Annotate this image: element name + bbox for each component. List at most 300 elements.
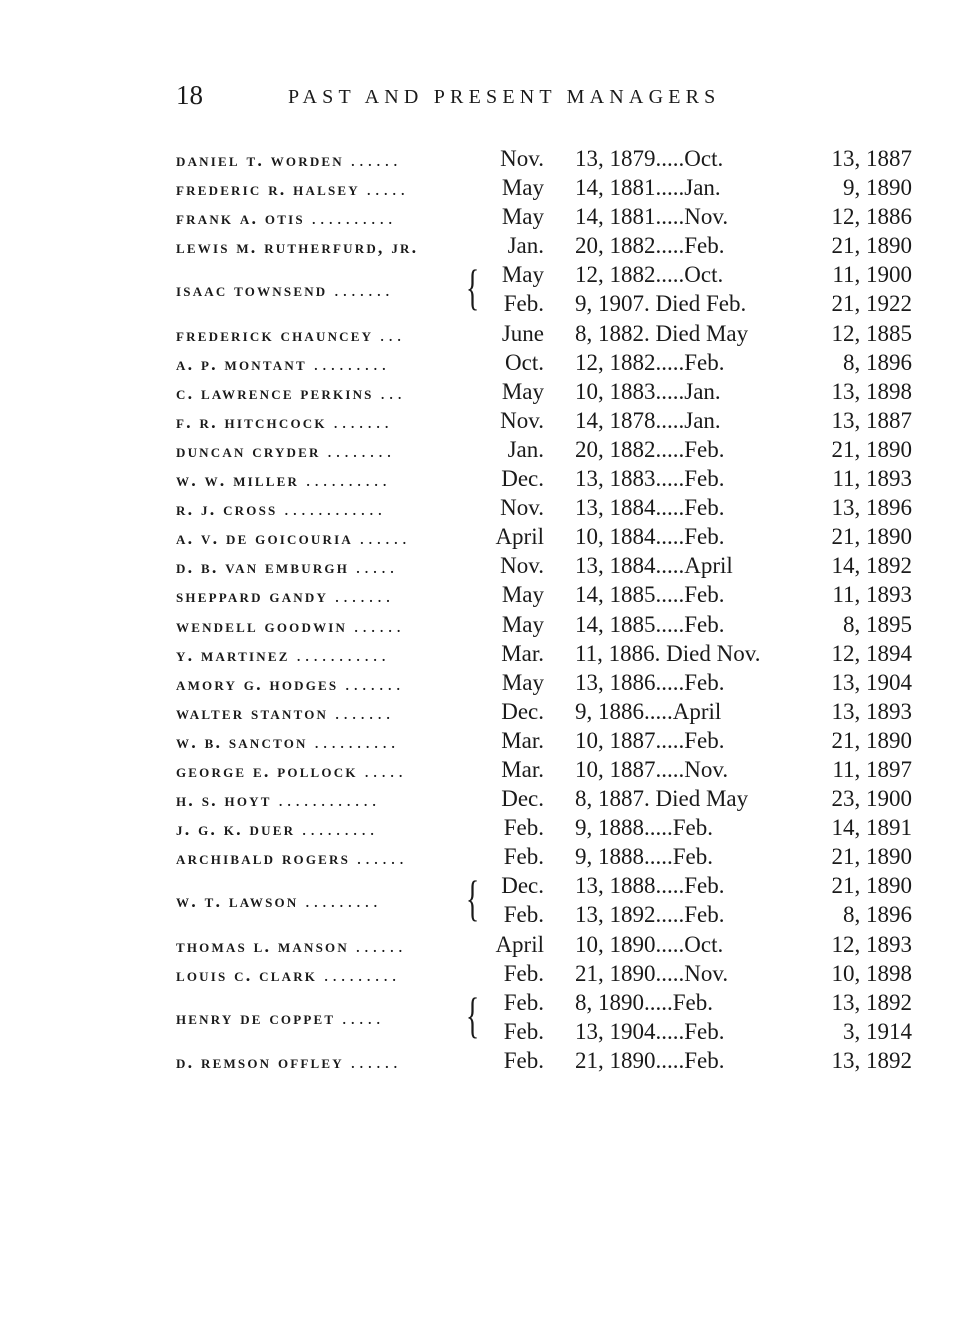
start-month: May: [501, 204, 544, 230]
start-date-and-separator: [575, 990, 713, 1016]
dot-leader: .....: [364, 760, 407, 781]
start-date: 13, 1879: [575, 146, 656, 171]
end-date: 13, 1892: [831, 1047, 912, 1073]
manager-name-text: frederic r. halsey: [176, 179, 360, 200]
end-date: 21, 1890: [831, 436, 912, 462]
start-date: 13, 1892: [575, 902, 656, 928]
start-date: 13, 1884: [575, 495, 656, 521]
end-month: Feb.: [684, 1047, 725, 1073]
dot-leader: .......: [345, 673, 405, 694]
dot-leader: .......: [333, 411, 393, 432]
start-date: 12, 1882: [575, 262, 656, 288]
dot-leader: .........: [301, 819, 379, 840]
start-date: 13, 1886: [575, 669, 656, 695]
start-date-and-separator: [575, 757, 728, 783]
end-month: Feb.: [672, 815, 713, 841]
separator: .....: [655, 902, 685, 928]
separator: . Died: [644, 320, 706, 346]
managers-table: [160, 144, 920, 1075]
start-date-and-separator: [575, 408, 721, 434]
service-term: [160, 435, 920, 464]
end-date: 12, 1894: [831, 640, 912, 666]
end-month: Feb.: [684, 611, 725, 637]
service-term: [160, 871, 920, 900]
end-date: 21, 1890: [831, 524, 912, 550]
service-term: [160, 1017, 920, 1046]
manager-row: [160, 1046, 920, 1075]
service-term: [160, 610, 920, 639]
end-month: Feb.: [684, 902, 725, 928]
service-term: [160, 289, 920, 318]
manager-name-text: henry de coppet: [176, 1007, 336, 1028]
separator: .....: [655, 553, 685, 579]
start-date: 11, 1886: [575, 640, 655, 666]
start-date-and-separator: [575, 495, 725, 521]
manager-row: [160, 551, 920, 580]
dot-leader: ...: [379, 324, 406, 345]
dot-leader: ............: [284, 499, 387, 520]
separator: .....: [655, 146, 685, 171]
start-date: 10, 1884: [575, 524, 656, 550]
start-month: Feb.: [503, 1047, 544, 1073]
end-month: April: [684, 553, 733, 579]
start-month: Dec.: [501, 786, 544, 812]
manager-name-text: d. remson offley: [176, 1051, 344, 1072]
manager-name-text: walter stanton: [176, 702, 329, 723]
start-month: May: [501, 611, 544, 637]
start-date: 10, 1887: [575, 756, 656, 782]
dot-leader: ......: [359, 528, 411, 549]
separator: .....: [655, 436, 685, 462]
end-date: 8, 1895: [843, 611, 912, 637]
end-month: Jan.: [684, 175, 721, 201]
start-date-and-separator: [575, 204, 728, 230]
separator: .....: [655, 611, 685, 637]
end-date: 14, 1892: [831, 553, 912, 579]
manager-name-text: frank a. otis: [176, 208, 305, 229]
manager-name-text: w. b. sancton: [176, 731, 308, 752]
end-date: 21, 1890: [831, 873, 912, 899]
running-title: PAST AND PRESENT MANAGERS: [288, 86, 721, 108]
manager-name-text: wendell goodwin: [176, 615, 348, 636]
manager-row: [160, 144, 920, 173]
start-date: 9, 1888: [575, 844, 644, 870]
separator: .....: [644, 815, 673, 841]
manager-name-text: daniel t. worden: [176, 150, 344, 170]
end-date: 13, 1893: [831, 698, 912, 724]
separator: .....: [655, 931, 685, 957]
end-date: 12, 1885: [831, 320, 912, 346]
start-date: 21, 1890: [575, 1047, 656, 1073]
manager-row: [160, 202, 920, 231]
end-date: 8, 1896: [843, 902, 912, 928]
start-month: Mar.: [501, 756, 544, 782]
start-month: Mar.: [501, 640, 544, 666]
start-month: May: [501, 175, 544, 201]
service-term: [160, 464, 920, 493]
end-month: Feb.: [672, 844, 713, 870]
service-term: [160, 697, 920, 726]
dot-leader: ......: [353, 615, 405, 636]
service-term: [160, 813, 920, 842]
manager-name-text: sheppard gandy: [176, 586, 329, 607]
manager-name-text: thomas l. manson: [176, 935, 349, 956]
manager-row: [160, 639, 920, 668]
manager-name-text: isaac townsend: [176, 280, 328, 301]
start-date-and-separator: [575, 641, 761, 667]
brace-mark: {: [466, 259, 480, 316]
start-date: 9, 1907: [575, 291, 644, 317]
dot-leader: ......: [355, 935, 407, 956]
service-term: [160, 202, 920, 231]
separator: .....: [655, 873, 685, 899]
end-month: Nov.: [684, 204, 729, 230]
start-date-and-separator: [575, 612, 725, 638]
manager-row: [160, 406, 920, 435]
start-month: Feb.: [503, 989, 544, 1015]
manager-name-text: a. v. de goicouria: [176, 528, 353, 549]
dot-leader: .......: [334, 280, 394, 301]
end-month: Feb.: [684, 582, 725, 608]
end-month: Feb.: [684, 495, 725, 521]
end-month: Feb.: [684, 524, 725, 550]
end-month: Oct.: [684, 262, 724, 288]
end-month: Feb.: [684, 1018, 725, 1044]
manager-name-text: j. g. k. duer: [176, 819, 296, 840]
manager-name-text: r. j. cross: [176, 499, 278, 520]
service-term: [160, 726, 920, 755]
end-month: April: [672, 698, 722, 724]
end-date: 3, 1914: [843, 1018, 912, 1044]
manager-row: [160, 959, 920, 988]
manager-row: [160, 697, 920, 726]
dot-leader: ............: [278, 790, 381, 811]
dot-leader: .....: [341, 1007, 385, 1028]
start-date-and-separator: [575, 262, 723, 288]
end-month: Feb.: [684, 727, 725, 753]
start-month: May: [501, 669, 544, 695]
service-term: [160, 173, 920, 202]
start-date-and-separator: [575, 291, 746, 317]
start-date: 8, 1887: [575, 786, 644, 812]
dot-leader: ......: [350, 150, 402, 170]
end-month: May: [705, 320, 749, 346]
service-term: [160, 260, 920, 289]
start-month: Dec.: [501, 698, 544, 724]
start-date: 13, 1883: [575, 466, 656, 492]
end-date: 13, 1904: [831, 669, 912, 695]
separator: .....: [655, 204, 685, 230]
end-month: Nov.: [684, 756, 729, 782]
separator: .....: [655, 582, 685, 608]
end-month: Feb.: [684, 873, 725, 899]
service-term: [160, 144, 920, 173]
start-month: May: [501, 262, 544, 288]
service-term: [160, 900, 920, 929]
start-date: 8, 1882: [575, 320, 644, 346]
start-month: Nov.: [500, 553, 544, 579]
end-date: 12, 1886: [831, 204, 912, 230]
manager-row: [160, 988, 920, 1046]
end-date: 10, 1898: [831, 960, 912, 986]
end-month: Feb.: [705, 291, 747, 317]
end-date: 11, 1897: [832, 756, 912, 782]
dot-leader: .......: [334, 586, 395, 607]
manager-row: [160, 319, 920, 348]
end-month: Oct.: [684, 931, 724, 957]
end-month: Nov.: [684, 960, 729, 986]
start-month: Mar.: [501, 727, 544, 753]
start-date-and-separator: [575, 728, 725, 754]
manager-row: [160, 231, 920, 260]
start-date: 20, 1882: [575, 436, 656, 462]
manager-name-text: w. t. lawson: [176, 891, 299, 912]
start-date: 14, 1881: [575, 204, 656, 230]
manager-row: [160, 930, 920, 959]
start-month: Feb.: [503, 902, 544, 928]
start-month: Feb.: [503, 291, 544, 317]
start-date: 10, 1887: [575, 727, 656, 753]
start-date-and-separator: [575, 902, 725, 928]
end-date: 14, 1891: [831, 815, 912, 841]
page-number: 18: [176, 80, 203, 110]
start-month: Feb.: [503, 1018, 544, 1044]
start-month: Jan.: [507, 233, 544, 259]
end-date: 13, 1887: [831, 407, 912, 433]
manager-row: [160, 522, 920, 551]
separator: .....: [655, 262, 685, 288]
start-month: April: [495, 524, 544, 550]
start-month: Nov.: [500, 146, 544, 171]
end-month: Jan.: [684, 378, 721, 404]
manager-row: [160, 755, 920, 784]
start-date-and-separator: [575, 932, 723, 958]
start-date-and-separator: [575, 379, 721, 405]
end-date: 8, 1896: [843, 349, 912, 375]
end-date: 13, 1887: [831, 146, 912, 171]
end-date: 12, 1893: [831, 931, 912, 957]
end-month: Feb.: [684, 233, 725, 259]
manager-row: [160, 580, 920, 609]
end-month: Nov.: [716, 640, 761, 666]
end-month: Feb.: [684, 436, 725, 462]
separator: .....: [655, 349, 685, 375]
brace-mark: {: [466, 986, 480, 1043]
service-term: [160, 319, 920, 348]
dot-leader: ..........: [305, 470, 391, 491]
manager-name-text: y. martinez: [176, 644, 290, 665]
dot-leader: ........: [327, 440, 396, 461]
start-date: 10, 1883: [575, 378, 656, 404]
separator: .....: [655, 1047, 685, 1073]
separator: .....: [655, 466, 685, 492]
end-month: Oct.: [684, 146, 724, 171]
start-date-and-separator: [575, 175, 721, 201]
start-date: 9, 1888: [575, 815, 644, 841]
start-date: 14, 1881: [575, 175, 656, 201]
start-month: Dec.: [501, 466, 544, 492]
separator: .....: [644, 698, 673, 724]
manager-row: [160, 435, 920, 464]
manager-row: [160, 348, 920, 377]
end-date: 13, 1898: [831, 378, 912, 404]
start-date: 12, 1882: [575, 349, 656, 375]
start-date-and-separator: [575, 1048, 725, 1074]
start-date-and-separator: [575, 815, 713, 841]
start-date: 14, 1878: [575, 407, 656, 433]
start-month: June: [501, 320, 544, 346]
manager-name-text: f. r. hitchcock: [176, 411, 327, 432]
manager-name-text: frederick chauncey: [176, 324, 374, 345]
separator: .....: [655, 669, 685, 695]
end-date: 9, 1890: [843, 175, 912, 201]
end-month: May: [705, 786, 749, 812]
separator: . Died: [654, 640, 717, 666]
end-date: 23, 1900: [831, 786, 912, 812]
end-date: 13, 1896: [831, 495, 912, 521]
service-term: [160, 580, 920, 609]
manager-row: [160, 173, 920, 202]
dot-leader: .....: [355, 557, 399, 578]
separator: .....: [655, 407, 685, 433]
manager-name-text: h. s. hoyt: [176, 790, 272, 811]
start-date-and-separator: [575, 437, 725, 463]
start-date: 13, 1904: [575, 1018, 656, 1044]
service-term: [160, 639, 920, 668]
start-date-and-separator: [575, 553, 733, 579]
service-term: [160, 842, 920, 871]
service-term: [160, 784, 920, 813]
start-date-and-separator: [575, 844, 713, 870]
manager-name-text: archibald rogers: [176, 848, 351, 869]
manager-row: [160, 871, 920, 929]
manager-name-text: duncan cryder: [176, 440, 321, 461]
start-date: 13, 1884: [575, 553, 656, 579]
service-term: [160, 377, 920, 406]
service-term: [160, 551, 920, 580]
dot-leader: .........: [323, 964, 401, 985]
manager-row: [160, 610, 920, 639]
start-date-and-separator: [575, 1019, 725, 1045]
manager-name-text: lewis m. rutherfurd, jr.: [176, 237, 419, 258]
start-month: Nov.: [500, 495, 544, 521]
manager-row: [160, 464, 920, 493]
separator: .....: [655, 960, 685, 986]
start-month: Feb.: [503, 960, 544, 986]
dot-leader: ..........: [314, 731, 400, 752]
separator: .....: [655, 378, 685, 404]
separator: .....: [655, 756, 685, 782]
start-date-and-separator: [575, 961, 728, 987]
end-date: 11, 1893: [832, 466, 912, 492]
service-term: [160, 231, 920, 260]
dot-leader: ......: [356, 848, 408, 869]
manager-name-text: w. w. miller: [176, 470, 300, 491]
start-month: Feb.: [503, 815, 544, 841]
dot-leader: .........: [313, 353, 391, 374]
manager-name-text: c. lawrence perkins: [176, 382, 374, 403]
service-term: [160, 522, 920, 551]
separator: .....: [644, 989, 673, 1015]
start-month: Feb.: [503, 844, 544, 870]
dot-leader: .....: [366, 179, 410, 200]
dot-leader: ..........: [311, 208, 397, 229]
manager-row: [160, 813, 920, 842]
manager-name-text: amory g. hodges: [176, 673, 339, 694]
start-month: April: [495, 931, 544, 957]
start-date-and-separator: [575, 873, 725, 899]
separator: .....: [644, 844, 673, 870]
brace-mark: {: [466, 870, 480, 927]
dot-leader: ......: [350, 1051, 402, 1072]
separator: .....: [655, 524, 685, 550]
start-date-and-separator: [575, 670, 725, 696]
start-date: 10, 1890: [575, 931, 656, 957]
end-date: 11, 1893: [832, 582, 912, 608]
start-date: 20, 1882: [575, 233, 656, 259]
separator: . Died: [644, 291, 706, 317]
manager-row: [160, 260, 920, 318]
start-date-and-separator: [575, 524, 725, 550]
service-term: [160, 406, 920, 435]
end-date: 21, 1890: [831, 233, 912, 259]
start-date-and-separator: [575, 786, 748, 812]
dot-leader: ...........: [296, 644, 390, 665]
service-term: [160, 348, 920, 377]
manager-name-text: a. p. montant: [176, 353, 307, 374]
manager-row: [160, 377, 920, 406]
manager-name-text: louis c. clark: [176, 964, 318, 985]
start-date-and-separator: [575, 582, 725, 608]
separator: .....: [655, 233, 685, 259]
manager-row: [160, 726, 920, 755]
service-term: [160, 493, 920, 522]
start-date-and-separator: [575, 146, 723, 172]
end-date: 21, 1890: [831, 844, 912, 870]
page-header: [176, 80, 836, 116]
start-date-and-separator: [575, 233, 725, 259]
start-month: May: [501, 582, 544, 608]
separator: .....: [655, 727, 685, 753]
separator: .....: [655, 1018, 685, 1044]
manager-name-text: d. b. van emburgh: [176, 557, 350, 578]
manager-row: [160, 668, 920, 697]
start-month: Nov.: [500, 407, 544, 433]
service-term: [160, 930, 920, 959]
start-date: 21, 1890: [575, 960, 656, 986]
start-date: 14, 1885: [575, 582, 656, 608]
separator: .....: [655, 175, 685, 201]
end-month: Jan.: [684, 407, 721, 433]
start-date: 14, 1885: [575, 611, 656, 637]
end-date: 21, 1890: [831, 727, 912, 753]
service-term: [160, 959, 920, 988]
service-term: [160, 1046, 920, 1075]
start-date: 9, 1886: [575, 698, 644, 724]
start-date-and-separator: [575, 699, 721, 725]
dot-leader: .........: [305, 891, 382, 912]
end-month: Feb.: [672, 989, 713, 1015]
separator: .....: [655, 495, 685, 521]
end-month: Feb.: [684, 466, 725, 492]
start-month: Oct.: [505, 349, 544, 375]
manager-name-text: george e. pollock: [176, 760, 358, 781]
service-term: [160, 988, 920, 1017]
dot-leader: .......: [334, 702, 395, 723]
manager-row: [160, 784, 920, 813]
start-date: 8, 1890: [575, 989, 644, 1015]
service-term: [160, 668, 920, 697]
